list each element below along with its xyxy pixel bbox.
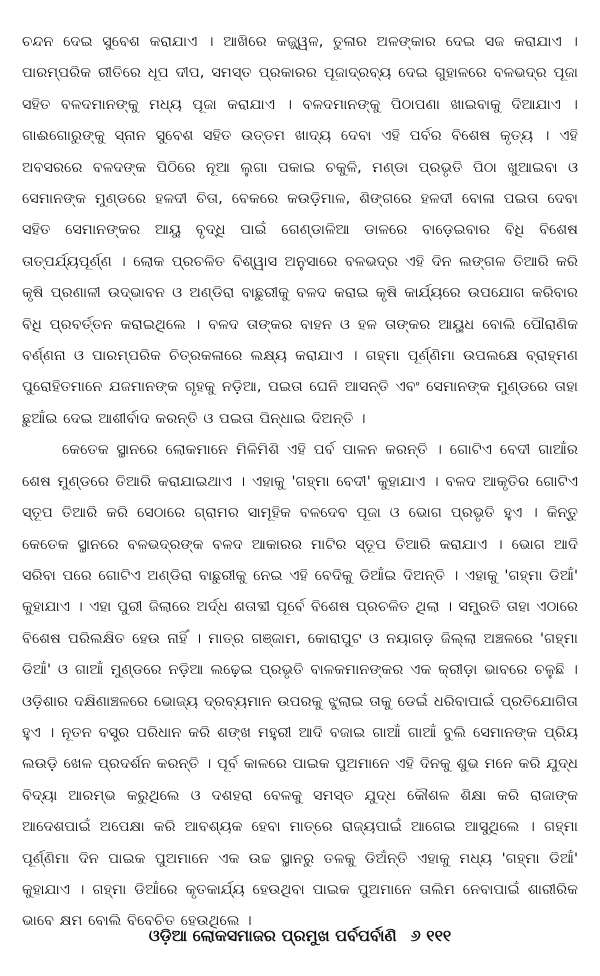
page-footer [0,926,600,946]
page-number: ୬ ୧୧୧ [410,926,452,945]
footer-book-title: ଓଡ଼ିଆ ଲୋକସମାଜର ପ୍ରମୁଖ ପର୍ବପର୍ବାଣି [148,926,397,945]
body-text [22,26,578,937]
paragraph-1: ଚନ୍ଦନ ଦେଇ ସୁବେଶ କରାଯାଏ । ଆଖିରେ କଜ୍ଜ୍ୱଳ, ତୁଳାର ଅଳଙ୍କାର ଦେଇ ସଜ କରାଯାଏ । ପାରମ୍ପରିକ ରୀତିରେ ଧୂପ ଦୀପ, ସମସ୍ତ ପ୍ରକାରର ପୂଜାଦ୍ରବ୍ୟ ଦେଇ ଗୁହାଳରେ ବଳଭଦ୍ର ପୂଜା ସହିତ ବଳଦମାନଙ୍କୁ ମଧ୍ୟ ପୂଜା କରାଯାଏ । ବଳଦମାନଙ୍କୁ ପିଠାପଣା ଖାଇବାକୁ ଦିଆଯାଏ । ଗାଈଗୋରୁଙ୍କୁ ସ୍ନାନ ସୁବେଶ ସହିତ ଉତ୍ତମ ଖାଦ୍ୟ ଦେବା ଏହି ପର୍ବର ବିଶେଷ କୃତ୍ୟ । ଏହି ଅବସରରେ ବଳଦଙ୍କ ପିଠିରେ ନୂଆ ଲୁଗା ପକାଇ ଚକୁଳି, ମଣ୍ଡା ପ୍ରଭୃତି ପିଠା ଖୁଆଇବା ଓ ସେମାନଙ୍କ ମୁଣ୍ଡରେ ହଳଦୀ ଚିତା, ବେକରେ କଉଡ଼ିମାଳ, ଶିଙ୍ଗରେ ହଳଦୀ ବୋଳା ପଇତା ଦେବା ସହିତ ସେମାନଙ୍କର ଆୟୁ ବୃଦ୍ଧି ପାଇଁ ଗେଣ୍ଡାଳିଆ ଡାଳରେ ବାଡ଼େଇବାର ବିଧି ବିଶେଷ ତାତ୍ପର୍ଯ୍ୟପୂର୍ଣ୍ଣ । ଲୋକ ପ୍ରଚଳିତ ବିଶ୍ୱାସ ଅନୁସାରେ ବଳଭଦ୍ର ଏହି ଦିନ ଲଙ୍ଗଳ ତିଆରି କରି କୃଷି ପ୍ରଣାଳୀ ଉଦ୍ଭାବନ ଓ ଅଣ୍ଡିରା ବାଛୁରୀକୁ ବଳଦ କରାଇ କୃଷି କାର୍ଯ୍ୟରେ ଉପଯୋଗ କରିବାର ବିଧି ପ୍ରବର୍ତ୍ତନ କରାଇଥିଲେ । ବଳଦ ତାଙ୍କର ବାହନ ଓ ହଳ ତାଙ୍କର ଆୟୁଧ ବୋଲି ପୌରାଣିକ ବର୍ଣ୍ଣନା ଓ ପାରମ୍ପରିକ ଚିତ୍ରକଳାରେ ଲକ୍ଷ୍ୟ କରାଯାଏ । ଗହ୍ମା ପୂର୍ଣ୍ଣିମା ଉପଲକ୍ଷେ ବ୍ରାହ୍ମଣ ପୁରୋହିତମାନେ ଯଜମାନଙ୍କ ଗୃହକୁ ନଡ଼ିଆ, ପଇତା ଘେନି ଆସନ୍ତି ଏବଂ ସେମାନଙ୍କ ମୁଣ୍ଡରେ ତାହା ଛୁଆଁଇ ଦେଇ ଆଶୀର୍ବାଦ କରନ୍ତି ଓ ପଇତା ପିନ୍ଧାଇ ଦିଅନ୍ତି । [22,33,578,427]
paragraph-2: କେତେକ ସ୍ଥାନରେ ଲୋକମାନେ ମିଳିମିଶି ଏହି ପର୍ବ ପାଳନ କରନ୍ତି । ଗୋଟିଏ ବେଦୀ ଗାଆଁର ଶେଷ ମୁଣ୍ଡରେ ତିଆରି କରାଯାଇଥାଏ । ଏହାକୁ 'ଗହ୍ମା ବେଦୀ' କୁହାଯାଏ । ବଳଦ ଆକୃତିର ଗୋଟିଏ ସ୍ତୂପ ତିଆରି କରି ସେଠାରେ ଗ୍ରାମର ସାମୂହିକ ବଳଦେବ ପୂଜା ଓ ଭୋଗ ପ୍ରଭୃତି ହୁଏ । କିନ୍ତୁ କେତେକ ସ୍ଥାନରେ ବଳଭଦ୍ରଙ୍କ ବଳଦ ଆକାରର ମାଟିର ସ୍ତୂପ ତିଆରି କରାଯାଏ । ଭୋଗ ଆଦି ସରିବା ପରେ ଗୋଟିଏ ଅଣ୍ଡିରା ବାଛୁରୀକୁ ନେଇ ଏହି ବେଦିକୁ ଡିଆଁଇ ଦିଅନ୍ତି । ଏହାକୁ 'ଗହ୍ମା ଡିଆଁ' କୁହାଯାଏ । ଏହା ପୁରୀ ଜିଲାରେ ଅର୍ଦ୍ଧ ଶତାବ୍ଦୀ ପୂର୍ବେ ବିଶେଷ ପ୍ରଚଳିତ ଥିଲା । ସମ୍ପ୍ରତି ତାହା ଏଠାରେ ବିଶେଷ ପରିଲକ୍ଷିତ ହେଉ ନାହିଁ । ମାତ୍ର ଗଞ୍ଜାମ, କୋରାପୁଟ ଓ ନୟାଗଡ଼ ଜିଲ୍ଲା ଅଞ୍ଚଳରେ 'ଗହ୍ମା ଡିଆଁ' ଓ ଗାଆଁ ମୁଣ୍ଡରେ ନଡ଼ିଆ ଲଢ଼େଇ ପ୍ରଭୃତି ବାଳକମାନଙ୍କର ଏକ କ୍ରୀଡ଼ା ଭାବରେ ଚଳୁଛି । ଓଡ଼ିଶାର ଦକ୍ଷିଣାଞ୍ଚଳରେ ଭୋଜ୍ୟ ଦ୍ରବ୍ୟମାନ ଉପରକୁ ଝୁଲାଇ ତାକୁ ଡେଇଁ ଧରିବାପାଇଁ ପ୍ରତିଯୋଗିତା ହୁଏ । ନୂତନ ବସ୍ତ୍ର ପରିଧାନ କରି ଶଙ୍ଖ ମହୁରୀ ଆଦି ବଜାଇ ଗାଆଁ ଗାଆଁ ବୁଲି ସେମାନଙ୍କ ପ୍ରିୟ ଲଉଡ଼ି ଖେଳ ପ୍ରଦର୍ଶନ କରନ୍ତି । ପୂର୍ବ କାଳରେ ପାଇକ ପୁଅମାନେ ଏହି ଦିନକୁ ଶୁଭ ମନେ କରି ଯୁଦ୍ଧ ବିଦ୍ୟା ଆରମ୍ଭ କରୁଥିଲେ ଓ ଦଶହରା ବେଳକୁ ସମସ୍ତ ଯୁଦ୍ଧ କୌଶଳ ଶିକ୍ଷା କରି ରାଜାଙ୍କ ଆଦେଶପାଇଁ ଅପେକ୍ଷା କରି ଆବଶ୍ୟକ ହେବା ମାତ୍ରେ ରାଜ୍ୟପାଇଁ ଆଗେଇ ଆସୁଥିଲେ । ଗହ୍ମା ପୂର୍ଣ୍ଣିମା ଦିନ ପାଇକ ପୁଅମାନେ ଏକ ଉଚ୍ଚ ସ୍ଥାନରୁ ତଳକୁ ଡିଅଁନ୍ତି ଏହାକୁ ମଧ୍ୟ 'ଗହ୍ମା ଡିଆଁ' କୁହାଯାଏ । ଗହ୍ମା ଡିଆଁରେ କୃତକାର୍ଯ୍ୟ ହେଉଥିବା ପାଇକ ପୁଅମାନେ ତାଲିମ ନେବାପାଇଁ ଶାରୀରିକ ଭାବେ କ୍ଷମ ବୋଲି ବିବେଚିତ ହେଉଥିଲେ । [22,441,578,930]
